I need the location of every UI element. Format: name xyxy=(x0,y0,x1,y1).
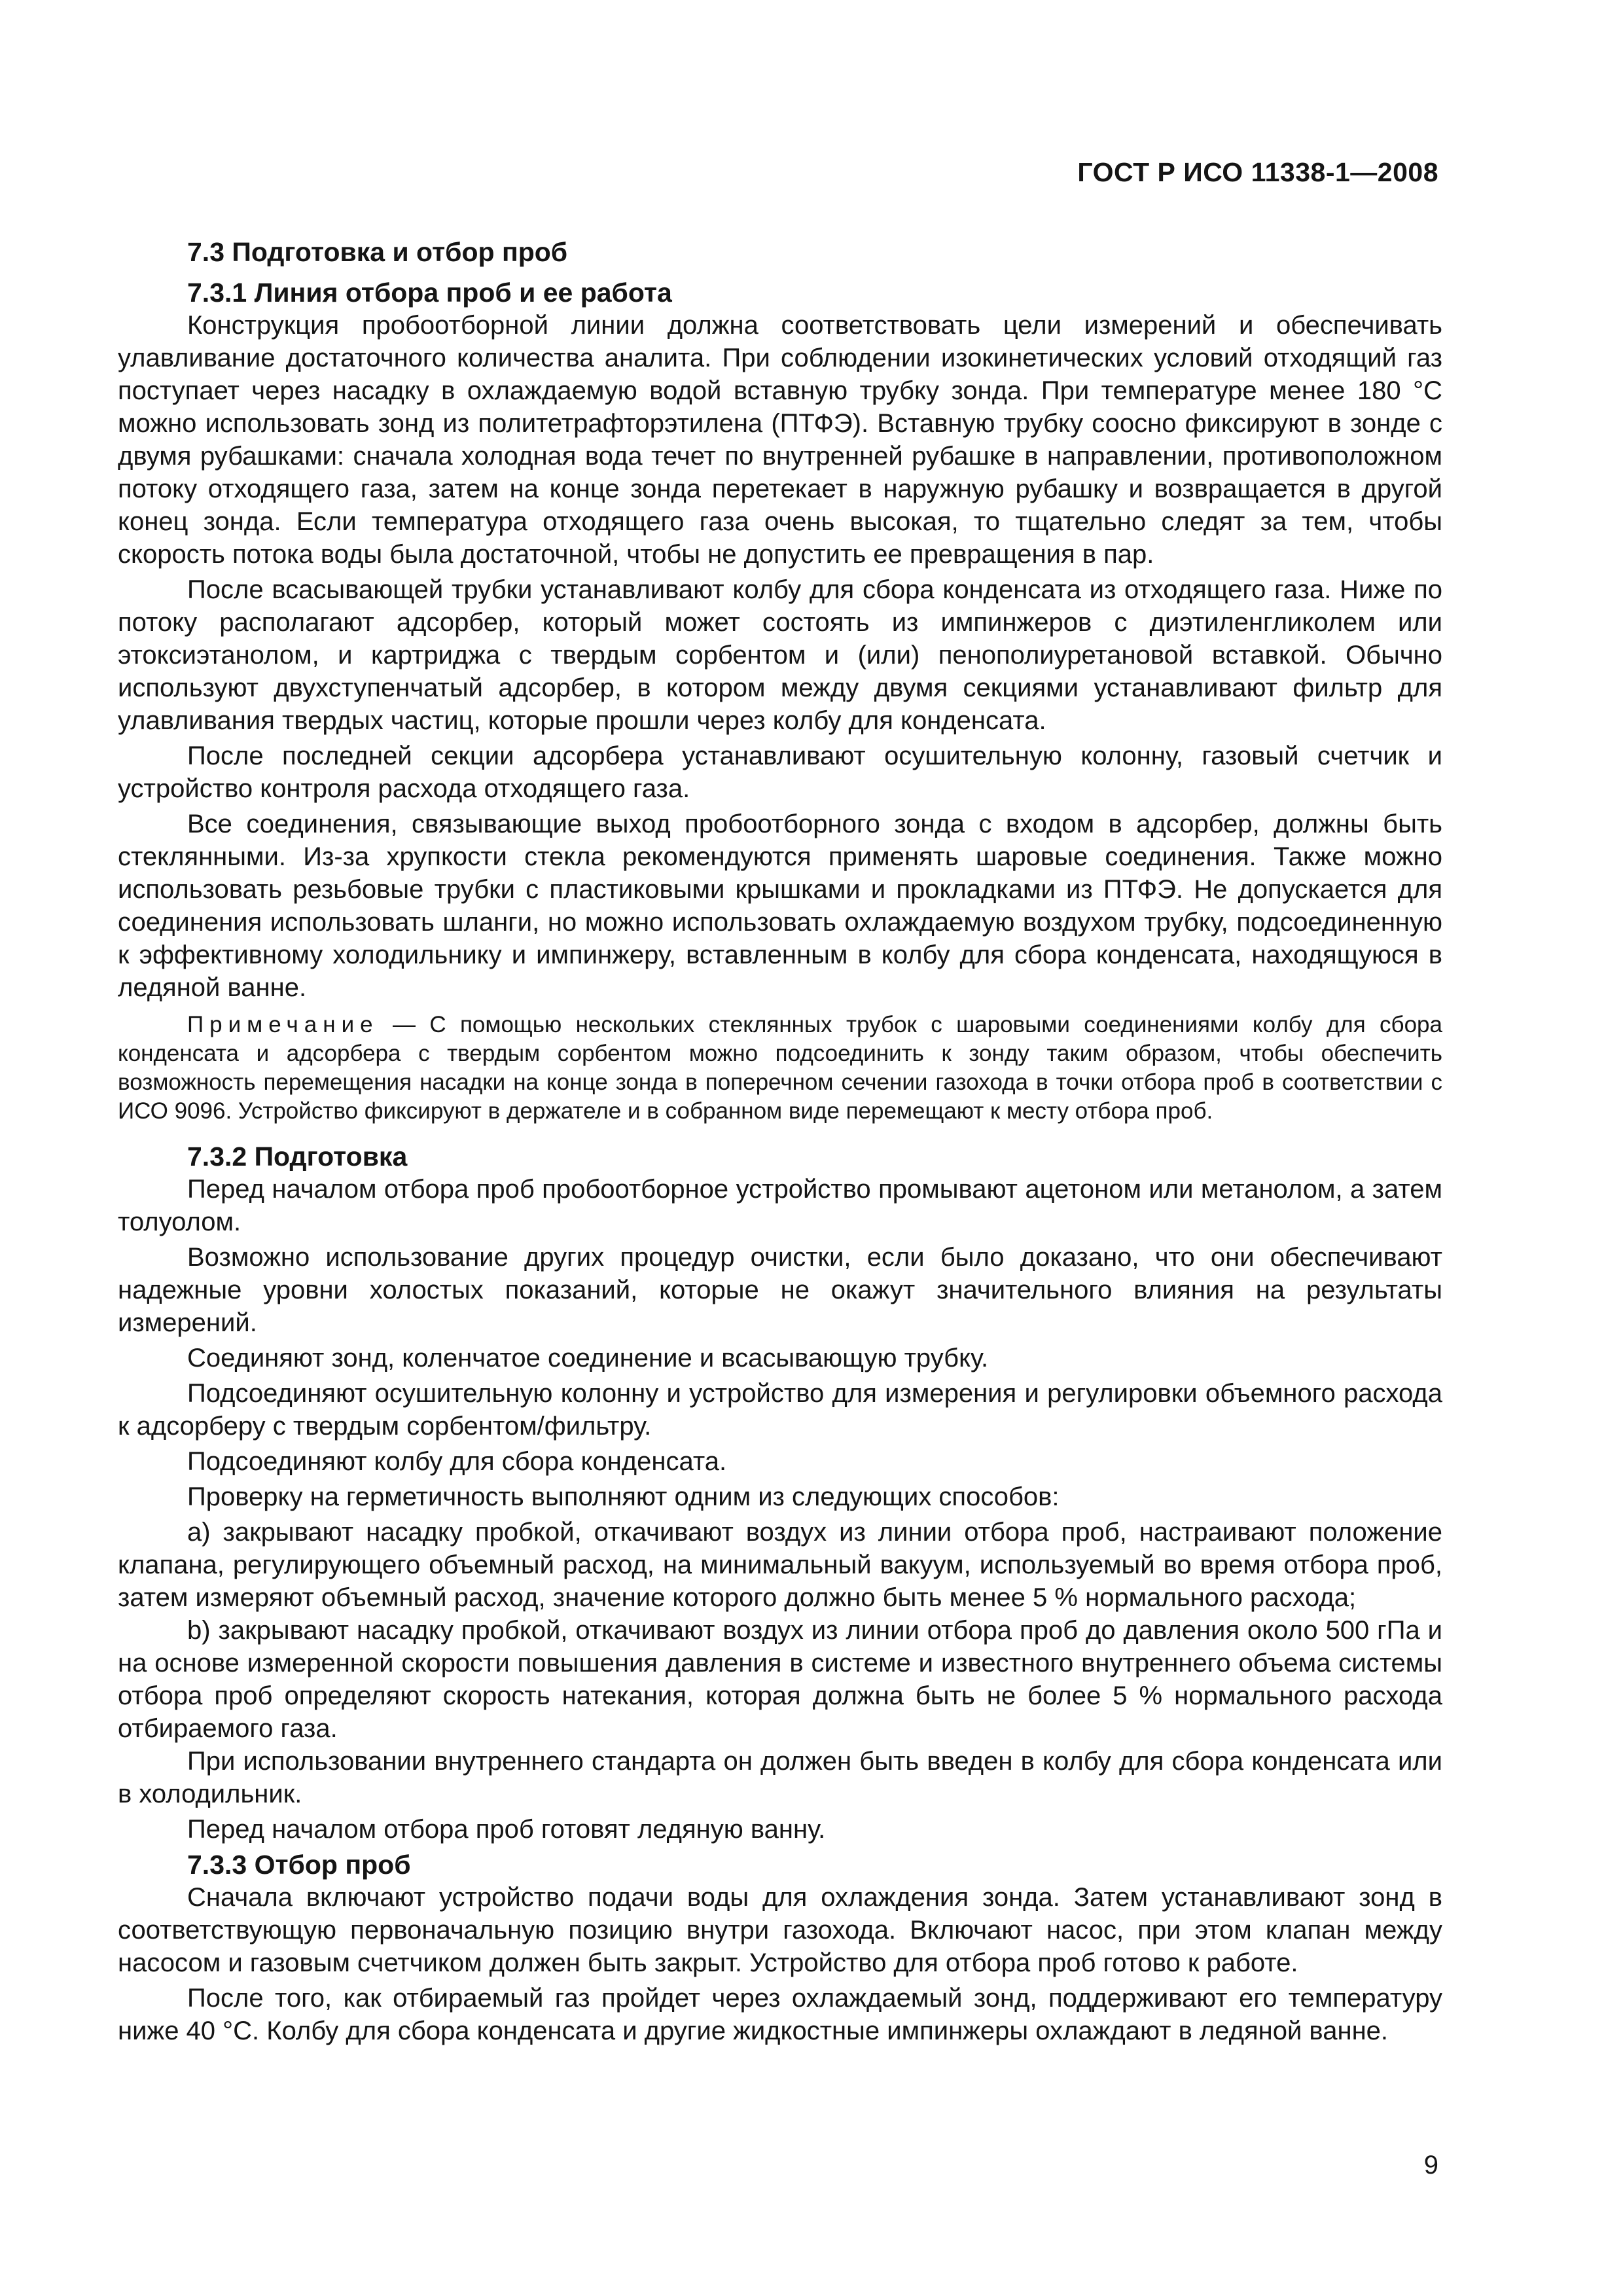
paragraph: После того, как отбираемый газ пройдет через охлаждаемый зонд, поддерживают его температуру ниже 40 °С. Колбу для сбора конденсата и другие жидкостные импинжеры охлаждают в ледяной ванне. xyxy=(118,1984,1442,2045)
section-title-7-3-3: 7.3.3 Отбор проб xyxy=(187,1850,411,1880)
list-item-b: b) закрывают насадку пробкой, откачивают воздух из линии отбора проб до давления около 500 гПа и на основе измеренной скорости повышения давления в системе и известного внутреннего объема системы отбора проб определяют скорость натекания, которая должна быть не более 5 % нормального расхода отбираемого газа. xyxy=(118,1616,1442,1743)
paragraph: Все соединения, связывающие выход пробоотборного зонда с входом в адсорбер, должны быть стеклянными. Из-за хрупкости стекла рекомендуются применять шаровые соединения. Также можно использовать резьбовые трубки с пластиковыми крышками и прокладками из ПТФЭ. Не допускается для соединения использовать шланги, но можно использовать охлаждаемую воздухом трубку, подсоединенную к эффективному холодильнику и импинжеру, вставленным в колбу для сбора конденсата, находящуюся в ледяной ванне. xyxy=(118,810,1442,1002)
paragraph: Конструкция пробоотборной линии должна соответствовать цели измерений и обеспечивать улавливание достаточного количества аналита. При соблюдении изокинетических условий отходящий газ поступает через насадку в охлаждаемую водой вставную трубку зонда. При температуре менее 180 °С можно использовать зонд из политетрафторэтилена (ПТФЭ). Вставную трубку соосно фиксируют в зонде с двумя рубашками: сначала холодная вода течет по внутренней рубашке в направлении, противоположном потоку отходящего газа, затем на конце зонда перетекает в наружную рубашку и возвращается в другой конец зонда. Если температура отходящего газа очень высокая, то тщательно следят за тем, чтобы скорость потока воды была достаточной, чтобы не допустить ее превращения в пар. xyxy=(118,311,1442,569)
note-text: — С помощью нескольких стеклянных трубок с шаровыми соединениями колбу для сбора конденсата и адсорбера с твердым сорбентом можно подсоединить к зонду таким образом, чтобы обеспечить возможность перемещения насадки на конце зонда в поперечном сечении газохода в точки отбора проб в соответствии с ИСО 9096. Устройство фиксируют в держателе и в собранном виде перемещают к месту отбора проб. xyxy=(118,1012,1442,1124)
note-label: Примечание xyxy=(187,1012,379,1037)
paragraph: Возможно использование других процедур очистки, если было доказано, что они обеспечивают надежные уровни холостых показаний, которые не окажут значительного влияния на результаты измерений. xyxy=(118,1243,1442,1337)
section-title-7-3-2: 7.3.2 Подготовка xyxy=(187,1141,408,1172)
paragraph: Подсоединяют колбу для сбора конденсата. xyxy=(187,1447,727,1476)
section-title-7-3-1: 7.3.1 Линия отбора проб и ее работа xyxy=(187,278,672,308)
paragraph: После всасывающей трубки устанавливают колбу для сбора конденсата из отходящего газа. Ниже по потоку располагают адсорбер, который может состоять из импинжеров с диэтиленгликолем или этоксиэтанолом, и картриджа с твердым сорбентом и (или) пенополиуретановой вставкой. Обычно используют двухступенчатый адсорбер, в котором между двумя секциями устанавливают фильтр для улавливания твердых частиц, которые прошли через колбу для конденсата. xyxy=(118,575,1442,735)
paragraph: Перед началом отбора проб пробоотборное устройство промывают ацетоном или метанолом, а затем толуолом. xyxy=(118,1175,1442,1236)
note xyxy=(118,1011,1442,1126)
document-header: ГОСТ Р ИСО 11338-1—2008 xyxy=(1077,157,1438,187)
paragraph: При использовании внутреннего стандарта он должен быть введен в колбу для сбора конденсата или в холодильник. xyxy=(118,1747,1442,1808)
document-body xyxy=(118,236,1442,2050)
list-item-a: a) закрывают насадку пробкой, откачивают воздух из линии отбора проб, настраивают положение клапана, регулирующего объемный расход, на минимальный вакуум, используемый во время отбора проб, затем измеряют объемный расход, значение которого должно быть менее 5 % нормального расхода; xyxy=(118,1518,1442,1612)
paragraph: Подсоединяют осушительную колонну и устройство для измерения и регулировки объемного расхода к адсорберу с твердым сорбентом/фильтру. xyxy=(118,1379,1442,1441)
paragraph: Проверку на герметичность выполняют одним из следующих способов: xyxy=(187,1482,1060,1511)
paragraph: Сначала включают устройство подачи воды для охлаждения зонда. Затем устанавливают зонд в соответствующую первоначальную позицию внутри газохода. Включают насос, при этом клапан между насосом и газовым счетчиком должен быть закрыт. Устройство для отбора проб готово к работе. xyxy=(118,1883,1442,1977)
page-number: 9 xyxy=(1423,2151,1438,2179)
paragraph: После последней секции адсорбера устанавливают осушительную колонну, газовый счетчик и устройство контроля расхода отходящего газа. xyxy=(118,742,1442,803)
section-title-7-3: 7.3 Подготовка и отбор проб xyxy=(187,237,568,267)
paragraph: Перед началом отбора проб готовят ледяную ванну. xyxy=(187,1815,826,1844)
paragraph: Соединяют зонд, коленчатое соединение и всасывающую трубку. xyxy=(187,1344,989,1372)
